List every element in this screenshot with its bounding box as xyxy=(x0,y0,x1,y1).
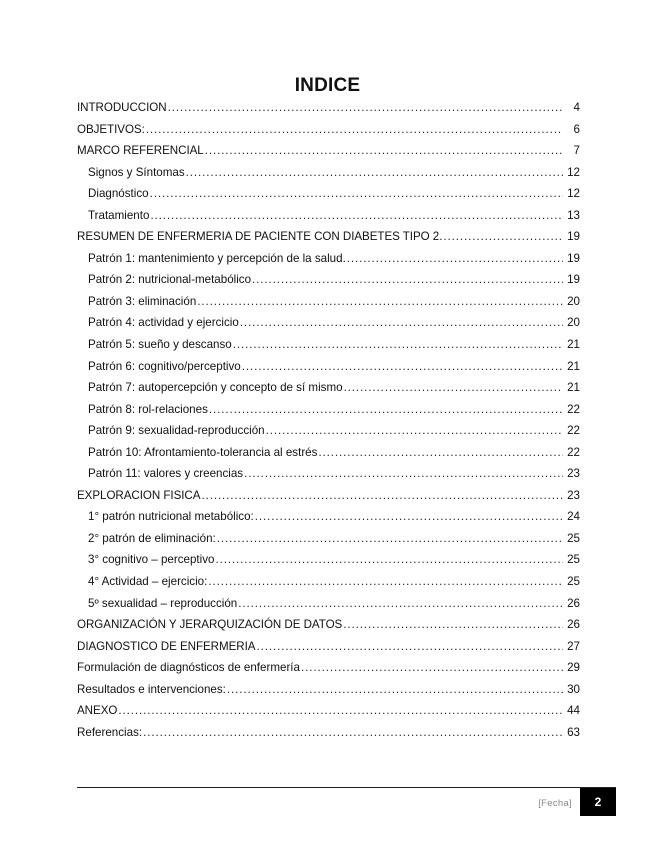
toc-entry-title: Patrón 3: eliminación xyxy=(88,294,197,308)
toc-entry-title: EXPLORACION FISICA xyxy=(77,488,201,502)
toc-entry[interactable] xyxy=(77,226,580,248)
toc-entry-page-number: 30 xyxy=(567,682,580,696)
toc-entry-page-number: 29 xyxy=(567,661,580,675)
toc-entry-page-number: 25 xyxy=(567,553,580,567)
toc-entry-page-number: 27 xyxy=(567,639,580,653)
toc-entry-title: Patrón 2: nutricional-metabólico xyxy=(88,273,252,287)
toc-entry-title: INTRODUCCION xyxy=(77,101,167,114)
toc-entry-page-number: 63 xyxy=(567,725,580,739)
page-title: INDICE xyxy=(294,75,361,96)
toc-entry-page-number: 21 xyxy=(567,381,580,395)
toc-entry-page-number: 26 xyxy=(567,596,580,610)
toc-entry-title: MARCO REFERENCIAL xyxy=(77,144,204,158)
toc-dot-leader xyxy=(150,205,563,227)
toc-entry-page-number: 23 xyxy=(567,467,580,481)
toc-entry[interactable] xyxy=(77,119,580,141)
toc-entry[interactable] xyxy=(77,485,580,507)
toc-entry-title: Formulación de diagnósticos de enfermería xyxy=(77,661,300,675)
toc-dot-leader xyxy=(143,722,563,744)
toc-entry[interactable] xyxy=(77,97,580,119)
toc-dot-leader xyxy=(209,399,563,421)
toc-entry[interactable] xyxy=(77,528,580,550)
toc-entry-title: Patrón 11: valores y creencias xyxy=(88,467,244,481)
toc-dot-leader xyxy=(266,420,563,442)
toc-entry-title: 1° patrón nutricional metabólico: xyxy=(88,510,254,524)
toc-entry[interactable] xyxy=(77,722,580,744)
table-of-contents xyxy=(77,97,580,743)
toc-entry-page-number: 12 xyxy=(567,187,580,201)
toc-entry-title: Signos y Síntomas xyxy=(88,165,185,179)
toc-entry[interactable] xyxy=(77,183,580,205)
toc-entry[interactable] xyxy=(77,420,580,442)
toc-entry-title: Patrón 10: Afrontamiento-tolerancia al estrés xyxy=(88,445,318,459)
toc-entry[interactable] xyxy=(77,312,580,334)
toc-entry-page-number: 23 xyxy=(567,488,580,502)
toc-entry-title: Tratamiento xyxy=(88,208,150,222)
toc-entry[interactable] xyxy=(77,679,580,701)
toc-entry-page-number: 20 xyxy=(567,294,580,308)
toc-entry-title: Patrón 5: sueño y descanso xyxy=(88,338,232,352)
toc-entry[interactable] xyxy=(77,549,580,571)
toc-entry[interactable] xyxy=(77,140,580,162)
toc-entry-title: Diagnóstico xyxy=(88,187,149,201)
toc-entry-page-number: 6 xyxy=(573,122,580,136)
toc-entry-page-number: 22 xyxy=(567,402,580,416)
toc-entry[interactable] xyxy=(77,162,580,184)
toc-entry-page-number: 26 xyxy=(567,618,580,632)
toc-entry-title: 3° cognitivo – perceptivo xyxy=(88,553,215,567)
toc-entry-title: Patrón 6: cognitivo/perceptivo xyxy=(88,359,241,373)
toc-dot-leader xyxy=(252,269,563,291)
footer-page-number: 2 xyxy=(580,788,616,816)
toc-entry-page-number: 21 xyxy=(567,338,580,352)
toc-entry[interactable] xyxy=(77,205,580,227)
toc-entry-page-number: 19 xyxy=(567,273,580,287)
toc-entry-title: ANEXO xyxy=(77,704,118,718)
toc-dot-leader xyxy=(255,506,563,528)
toc-dot-leader xyxy=(301,657,563,679)
toc-entry-title: Patrón 7: autopercepción y concepto de sí mismo xyxy=(88,381,343,395)
toc-entry[interactable] xyxy=(77,636,580,658)
toc-entry-title: Patrón 4: actividad y ejercicio xyxy=(88,316,239,330)
toc-entry-title: 2° patrón de eliminación: xyxy=(88,531,216,545)
toc-dot-leader xyxy=(186,162,563,184)
toc-entry-title: Resultados e intervenciones: xyxy=(77,682,226,696)
toc-entry-title: Patrón 8: rol-relaciones xyxy=(88,402,208,416)
toc-dot-leader xyxy=(197,291,563,313)
footer-divider xyxy=(77,787,616,788)
toc-entry[interactable] xyxy=(77,377,580,399)
toc-entry-page-number: 20 xyxy=(567,316,580,330)
toc-dot-leader xyxy=(146,119,563,141)
toc-dot-leader xyxy=(244,463,563,485)
toc-entry[interactable] xyxy=(77,356,580,378)
toc-entry-page-number: 4 xyxy=(573,101,580,114)
toc-dot-leader xyxy=(443,226,563,248)
toc-entry-title: Patrón 9: sexualidad-reproducción xyxy=(88,424,265,438)
toc-entry-title: 4° Actividad – ejercicio: xyxy=(88,575,208,589)
toc-dot-leader xyxy=(343,614,563,636)
toc-entry-title: Referencias: xyxy=(77,725,143,739)
toc-entry-page-number: 22 xyxy=(567,424,580,438)
toc-entry[interactable] xyxy=(77,463,580,485)
toc-dot-leader xyxy=(205,140,563,162)
toc-dot-leader xyxy=(256,636,563,658)
toc-entry[interactable] xyxy=(77,571,580,593)
toc-entry-page-number: 24 xyxy=(567,510,580,524)
toc-dot-leader xyxy=(242,356,563,378)
toc-entry-page-number: 25 xyxy=(567,575,580,589)
toc-entry-title: OBJETIVOS: xyxy=(77,122,145,136)
toc-dot-leader xyxy=(118,700,563,722)
toc-entry[interactable] xyxy=(77,248,580,270)
toc-dot-leader xyxy=(150,183,563,205)
toc-dot-leader xyxy=(238,593,563,615)
toc-dot-leader xyxy=(344,377,563,399)
toc-dot-leader xyxy=(233,334,563,356)
toc-entry[interactable] xyxy=(77,334,580,356)
toc-entry-title: RESUMEN DE ENFERMERIA DE PACIENTE CON DIABETES TIPO 2. xyxy=(77,230,443,244)
toc-entry-page-number: 19 xyxy=(567,230,580,244)
toc-dot-leader xyxy=(215,549,563,571)
toc-entry-title: DIAGNOSTICO DE ENFERMERIA xyxy=(77,639,256,653)
toc-entry-page-number: 19 xyxy=(567,251,580,265)
toc-entry[interactable] xyxy=(77,291,580,313)
toc-entry-page-number: 44 xyxy=(567,704,580,718)
toc-entry-title: 5º sexualidad – reproducción xyxy=(88,596,238,610)
toc-dot-leader xyxy=(208,571,563,593)
toc-entry-page-number: 7 xyxy=(573,144,580,158)
toc-dot-leader xyxy=(201,485,563,507)
toc-entry-page-number: 21 xyxy=(567,359,580,373)
toc-dot-leader xyxy=(318,442,563,464)
toc-entry[interactable] xyxy=(77,269,580,291)
toc-entry-title: ORGANIZACIÓN Y JERARQUIZACIÓN DE DATOS xyxy=(77,618,343,632)
toc-entry-page-number: 13 xyxy=(567,208,580,222)
toc-entry[interactable] xyxy=(77,614,580,636)
toc-dot-leader xyxy=(217,528,563,550)
toc-entry[interactable] xyxy=(77,657,580,679)
toc-dot-leader xyxy=(168,97,563,119)
toc-entry-page-number: 25 xyxy=(567,531,580,545)
toc-entry[interactable] xyxy=(77,506,580,528)
toc-entry-page-number: 12 xyxy=(567,165,580,179)
toc-dot-leader xyxy=(227,679,563,701)
toc-entry[interactable] xyxy=(77,593,580,615)
toc-dot-leader xyxy=(347,248,563,270)
footer-date-placeholder: [Fecha] xyxy=(538,798,572,809)
toc-entry[interactable] xyxy=(77,399,580,421)
toc-entry-title: Patrón 1: mantenimiento y percepción de la salud. xyxy=(88,251,346,265)
toc-dot-leader xyxy=(240,312,563,334)
toc-entry[interactable] xyxy=(77,700,580,722)
toc-entry[interactable] xyxy=(77,442,580,464)
toc-entry-page-number: 22 xyxy=(567,445,580,459)
